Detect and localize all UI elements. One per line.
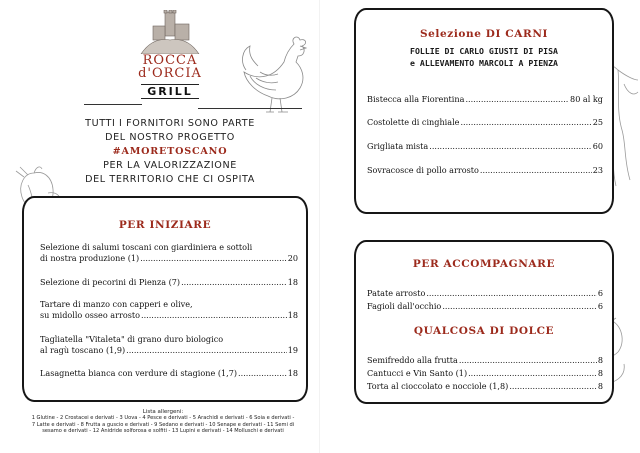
starter-item-1-line2: di nostra produzione (1) (40, 253, 140, 263)
fold-line (319, 0, 320, 453)
sides-title: PER ACCOMPAGNARE (412, 258, 556, 270)
logo-grill: GRILL (141, 84, 199, 99)
dessert-item-1-name: Semifreddo alla frutta (367, 355, 458, 365)
allergen-title: Lista allergeni: (142, 409, 184, 415)
intro-line3: PER LA VALORIZZAZIONE (103, 160, 237, 171)
leader-dots (442, 301, 597, 312)
starter-item-5-line1: Lasagnetta bianca con verdure di stagione (1,7) (40, 368, 238, 378)
meats-supplier-2: e ALLEVAMENTO MARCOLI A PIENZA (410, 58, 558, 68)
dessert-item-1-price: 8 (597, 355, 603, 365)
desserts-title: QUALCOSA DI DOLCE (413, 325, 555, 337)
dessert-item-1 (367, 355, 603, 366)
leader-dots (460, 117, 591, 128)
castle-icon (139, 10, 201, 54)
leader-dots (126, 345, 287, 356)
logo-name-line2: d'ORCIA (138, 66, 202, 81)
starter-item-1-line1: Selezione di salumi toscani con giardiniera e sottoli (40, 242, 253, 252)
starter-item-2-line1: Selezione di pecorini di Pienza (7) (40, 277, 181, 287)
side-item-2 (367, 301, 603, 312)
logo-name-line1: ROCCA (142, 53, 198, 68)
meat-item-3-price: 60 (592, 141, 603, 151)
dessert-item-2-name: Cantucci e Vin Santo (1) (367, 368, 468, 378)
starters-title: PER INIZIARE (118, 219, 212, 231)
meat-item-1-name: Bistecca alla Fiorentina (367, 94, 465, 104)
side-item-2-price: 6 (597, 301, 603, 311)
meat-item-2 (367, 117, 603, 128)
side-item-2-name: Fagioli dall'occhio (367, 301, 442, 311)
starter-item-2-price: 18 (287, 277, 298, 287)
meat-item-2-name: Costolette di cinghiale (367, 117, 460, 127)
side-item-1-price: 6 (597, 288, 603, 298)
allergen-line1: 1 Glutine - 2 Crostacei e derivati - 3 Uova - 4 Pesce e derivati - 5 Arachidi e derivati - 6 Soia e derivati - (31, 415, 295, 422)
meat-item-2-price: 25 (592, 117, 603, 127)
intro-line1: TUTTI I FORNITORI SONO PARTE (85, 118, 255, 129)
leader-dots (459, 355, 597, 366)
dessert-item-2-price: 8 (597, 368, 603, 378)
side-item-1 (367, 288, 603, 299)
leader-dots (465, 94, 569, 105)
meat-item-3-name: Grigliata mista (367, 141, 429, 151)
allergen-line3: sesamo e derivati - 12 Anidride solforosa e solfiti - 13 Lupini e derivati - 14 Molluschi e derivati (42, 427, 284, 434)
meat-item-4-price: 23 (592, 165, 603, 175)
leader-dots (141, 310, 287, 321)
intro-line4: DEL TERRITORIO CHE CI OSPITA (85, 174, 255, 185)
starters-box (22, 196, 308, 402)
starter-item-5 (40, 368, 298, 379)
starter-item-3 (40, 299, 298, 321)
leader-dots (140, 253, 287, 264)
meat-item-1-price: 80 al kg (570, 94, 603, 104)
starter-item-4-price: 19 (287, 345, 298, 355)
dessert-item-3-name: Torta al cioccolato e nocciole (1,8) (367, 381, 509, 391)
meat-item-3 (367, 141, 603, 152)
allergen-line2: 7 Latte e derivati - 8 Frutta a guscio e derivati - 9 Sedano e derivati - 10 Senape e derivati - 11 Semi di (31, 421, 295, 428)
starter-item-4-line2: al ragù toscano (1,9) (40, 345, 126, 355)
starter-item-3-line1: Tartare di manzo con capperi e olive, (40, 299, 193, 309)
hashtag: #AMORETOSCANO (112, 146, 228, 157)
leader-dots (468, 368, 597, 379)
starter-item-3-price: 18 (287, 310, 298, 320)
intro-text (50, 117, 290, 187)
meat-item-1 (367, 94, 603, 105)
intro-line2: DEL NOSTRO PROGETTO (105, 132, 235, 143)
meats-box (354, 8, 614, 214)
meats-title: Selezione DI CARNI (419, 28, 549, 40)
leader-dots (238, 368, 287, 379)
meat-item-4-name: Sovracosce di pollo arrosto (367, 165, 479, 175)
starter-item-3-line2: su midollo osseo arrosto (40, 310, 141, 320)
dessert-item-2 (367, 368, 603, 379)
dessert-item-3-price: 8 (597, 381, 603, 391)
leader-dots (426, 288, 597, 299)
starter-item-4 (40, 334, 298, 356)
starter-item-1 (40, 242, 298, 264)
allergen-list (0, 409, 326, 434)
restaurant-logo (122, 10, 218, 99)
leader-dots (181, 277, 287, 288)
starter-item-1-price: 20 (287, 253, 298, 263)
leader-dots (509, 381, 597, 392)
starter-item-5-price: 18 (287, 368, 298, 378)
logo-rule-left (84, 104, 142, 105)
side-item-1-name: Patate arrosto (367, 288, 426, 298)
meats-supplier-1: FOLLIE DI CARLO GIUSTI DI PISA (410, 46, 558, 56)
logo-rule-right (198, 108, 302, 109)
leader-dots (429, 141, 591, 152)
meat-item-4 (367, 165, 603, 176)
starter-item-2 (40, 277, 298, 288)
starter-item-4-line1: Tagliatella "Vitaleta" di grano duro biologico (40, 334, 224, 344)
sides-desserts-box (354, 240, 614, 404)
leader-dots (480, 165, 592, 176)
dessert-item-3 (367, 381, 603, 392)
